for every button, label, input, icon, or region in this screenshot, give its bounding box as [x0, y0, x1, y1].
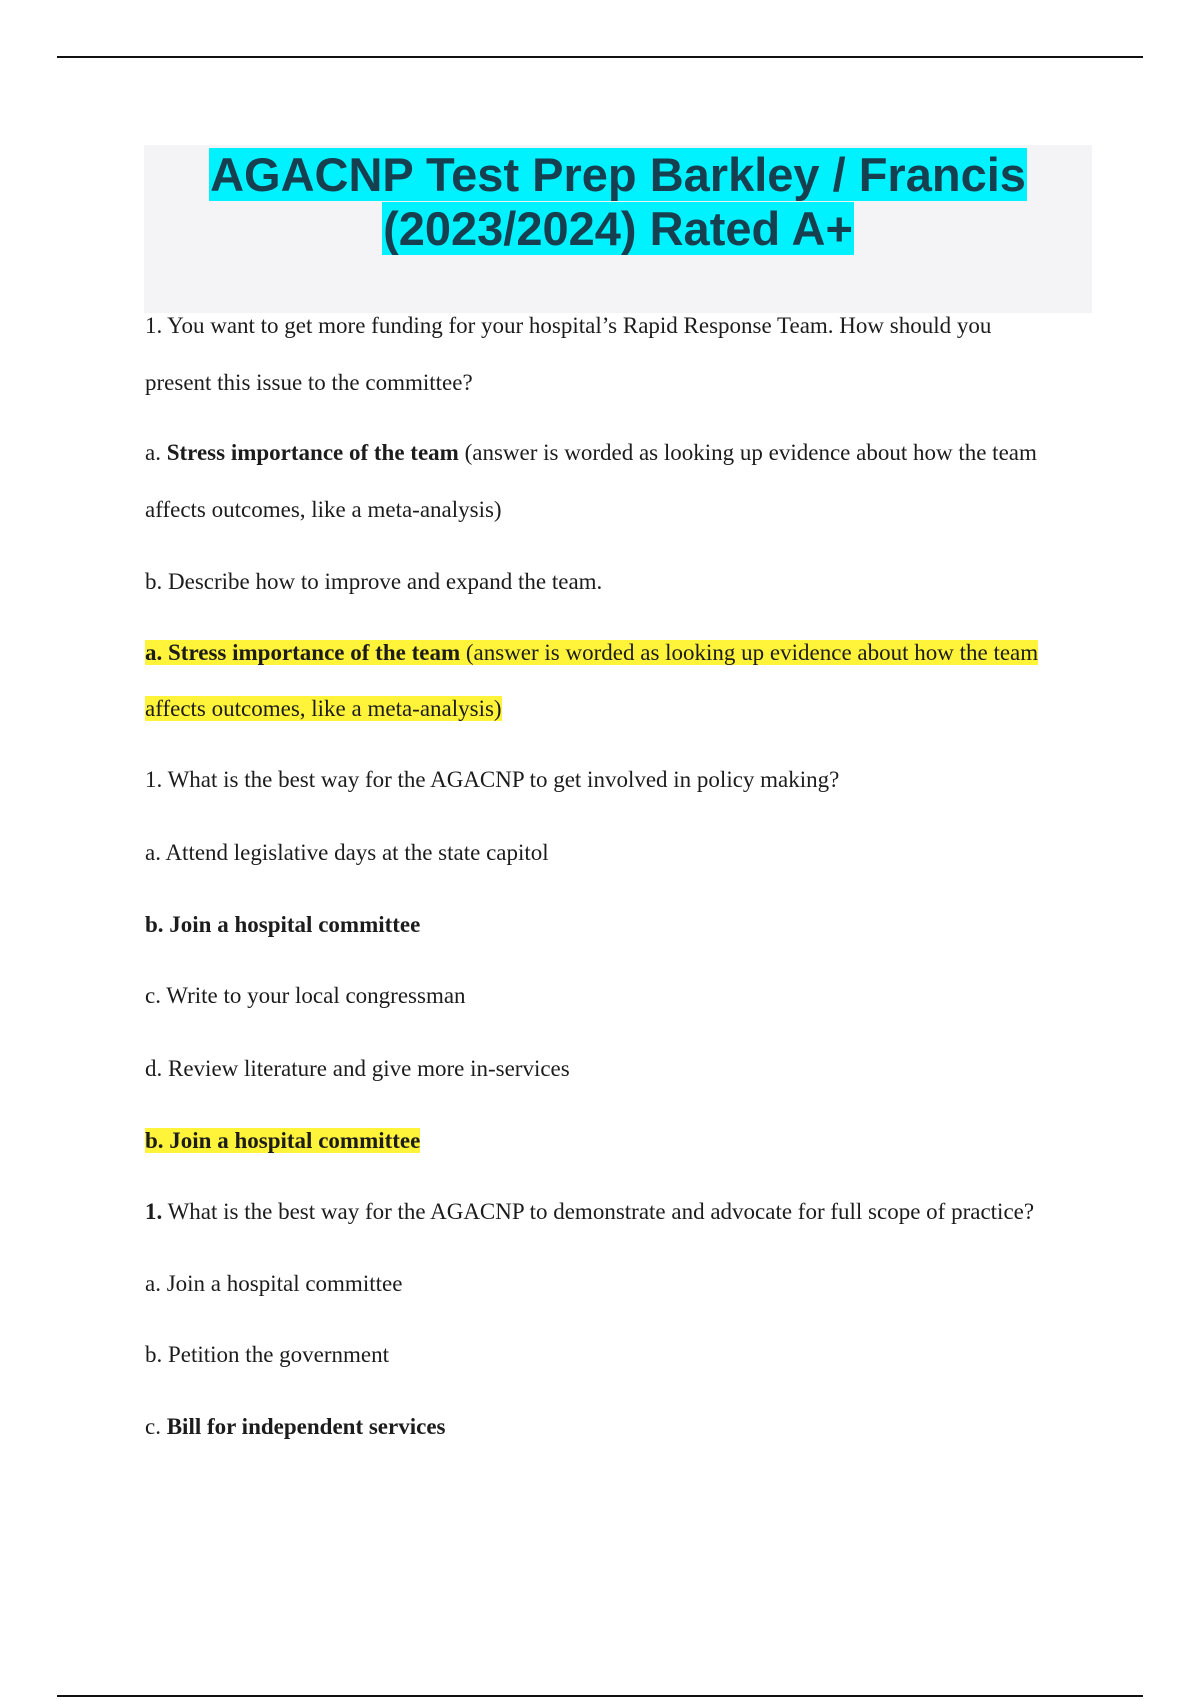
q2-option-c: c. Write to your local congressman [145, 983, 466, 1008]
q3-option-c-bold: Bill for independent services [166, 1414, 446, 1439]
q2-option-b [145, 909, 420, 941]
q2-option-a: a. Attend legislative days at the state capitol [145, 840, 549, 865]
top-rule [57, 56, 1143, 58]
q1-option-a [145, 437, 1037, 469]
q1-answer-rest: (answer is worded as looking up evidence about how the team [465, 640, 1039, 665]
q3-number: 1. [145, 1199, 163, 1224]
q2-option-b-bold: b. Join a hospital committee [145, 912, 421, 937]
title-banner [144, 145, 1092, 313]
q3-option-c [145, 1411, 445, 1443]
q1-option-b: b. Describe how to improve and expand the team. [145, 569, 603, 594]
q2-answer [145, 1125, 420, 1157]
title-line-2: (2023/2024) Rated A+ [383, 202, 853, 255]
q1-answer-line-2 [145, 693, 502, 725]
q1-question-line-2: present this issue to the committee? [145, 370, 473, 395]
title-line-1: AGACNP Test Prep Barkley / Francis [210, 148, 1026, 201]
q2-question: 1. What is the best way for the AGACNP to get involved in policy making? [145, 767, 840, 792]
q1-answer-bold: a. Stress importance of the team [145, 640, 461, 665]
document-title [144, 148, 1092, 256]
q1-answer-line-2-text: affects outcomes, like a meta-analysis) [145, 696, 502, 721]
q1-option-a-line-2: affects outcomes, like a meta-analysis) [145, 497, 502, 522]
q3-question-text: What is the best way for the AGACNP to demonstrate and advocate for full scope of practice? [167, 1199, 1035, 1224]
q3-option-a: a. Join a hospital committee [145, 1271, 403, 1296]
q1-answer [145, 637, 1038, 669]
q1-question-line-1: 1. You want to get more funding for your hospital’s Rapid Response Team. How should you [145, 313, 992, 338]
q2-option-d: d. Review literature and give more in-services [145, 1056, 570, 1081]
q3-option-b: b. Petition the government [145, 1342, 390, 1367]
q3-question [145, 1196, 1034, 1228]
q3-option-c-letter: c. [145, 1414, 161, 1439]
q1-option-a-rest: (answer is worded as looking up evidence about how the team [464, 440, 1037, 465]
q1-option-a-bold: Stress importance of the team [166, 440, 459, 465]
q1-option-a-letter: a. [145, 440, 161, 465]
q2-answer-bold: b. Join a hospital committee [145, 1128, 421, 1153]
bottom-rule [57, 1695, 1143, 1697]
